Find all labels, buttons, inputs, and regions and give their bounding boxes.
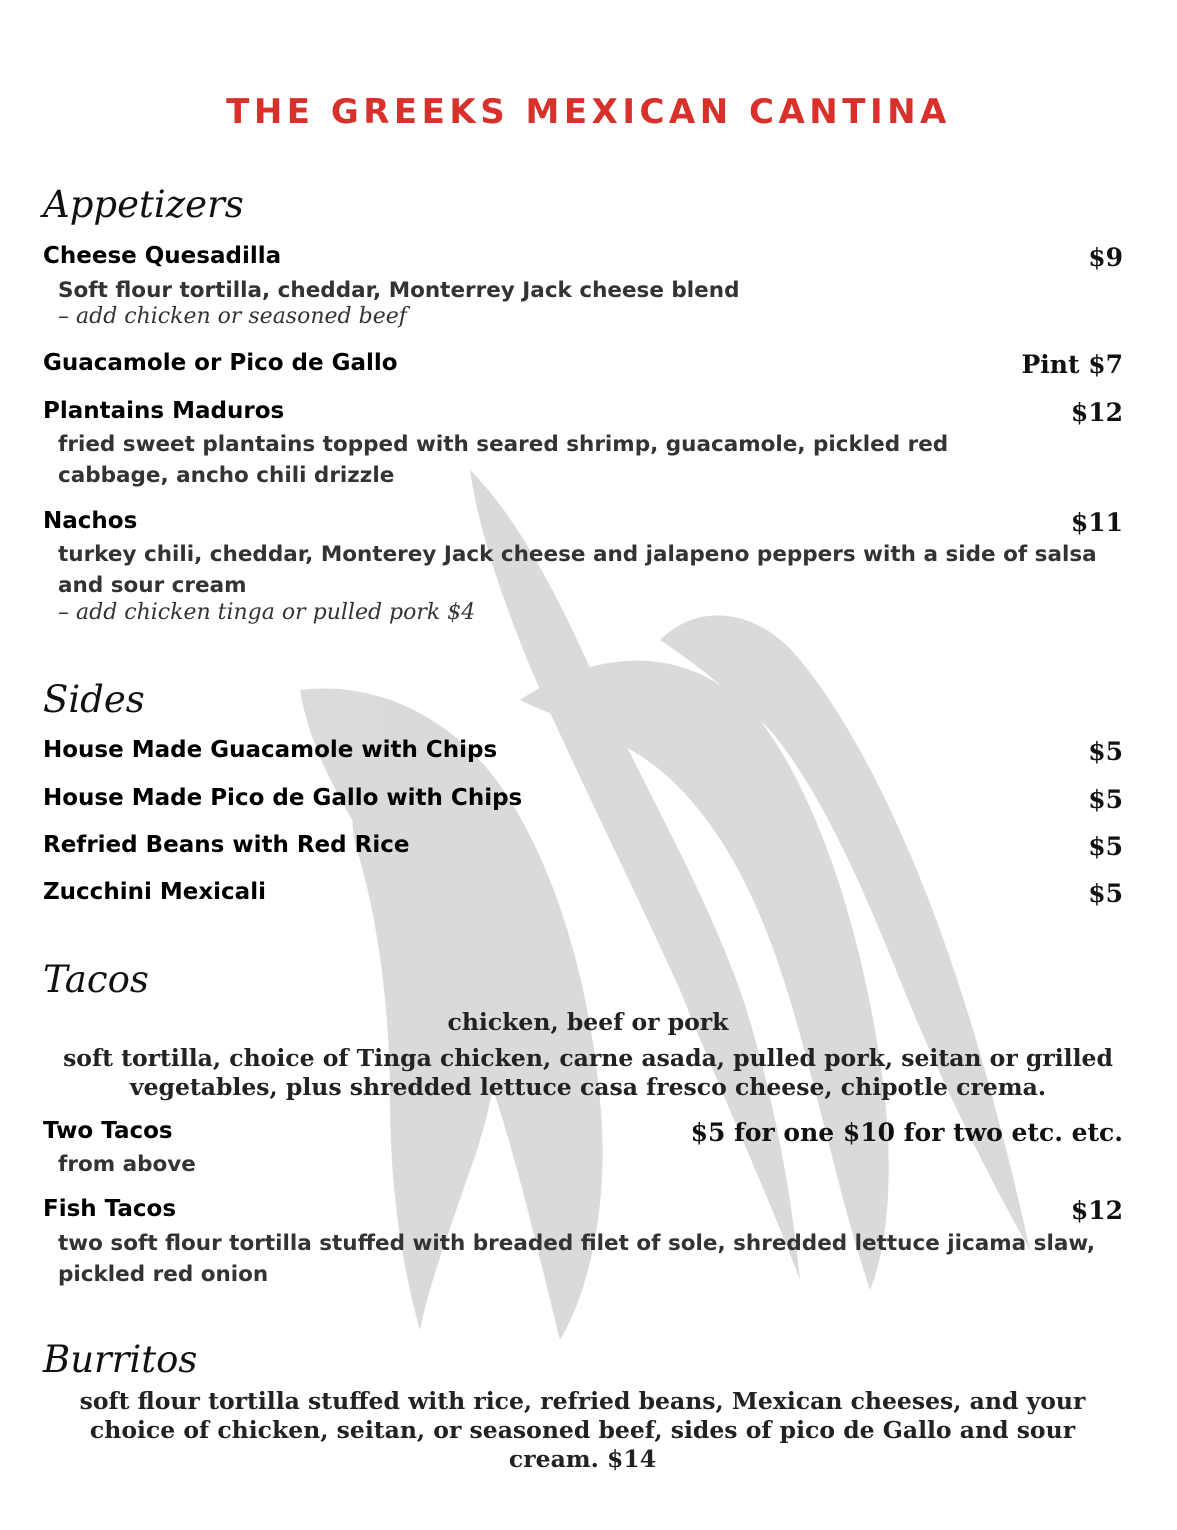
item-name: Zucchini Mexicali (43, 879, 266, 905)
menu-item-guacamole-pico (43, 350, 1123, 380)
item-price: $11 (1070, 508, 1123, 537)
item-description: fried sweet plantains topped with seared shrimp, guacamole, pickled red cabbage, ancho chili drizzle (58, 432, 949, 488)
item-name: Cheese Quesadilla (43, 243, 282, 269)
item-price: $5 (1088, 879, 1123, 908)
item-addon: – add chicken or seasoned beef (58, 304, 407, 329)
restaurant-title: THE GREEKS MEXICAN CANTINA (226, 92, 951, 132)
item-name: Plantains Maduros (43, 398, 285, 424)
menu-item-fish-tacos (43, 1196, 1123, 1226)
tacos-subtitle: chicken, beef or pork (447, 1008, 729, 1036)
section-heading-sides: Sides (43, 678, 145, 721)
menu-item-nachos (43, 508, 1123, 538)
menu-item-side (43, 879, 1123, 909)
item-price: $9 (1088, 243, 1123, 272)
menu-item-side (43, 785, 1123, 815)
burritos-description: soft flour tortilla stuffed with rice, refried beans, Mexican cheeses, and your choice of chicken, seitan, or seasoned beef, sides of pico de Gallo and sour cream. $14 (79, 1387, 1086, 1473)
section-heading-tacos: Tacos (43, 958, 149, 1001)
item-name: Nachos (43, 508, 138, 534)
menu-item-cheese-quesadilla (43, 243, 1123, 273)
item-price: Pint $7 (1021, 350, 1123, 379)
item-name: Guacamole or Pico de Gallo (43, 350, 398, 376)
menu-item-side (43, 832, 1123, 862)
menu-item-plantains-maduros (43, 398, 1123, 428)
item-description: turkey chili, cheddar, Monterey Jack cheese and jalapeno peppers with a side of salsa and sour cream (58, 542, 1097, 598)
item-name: Two Tacos (43, 1118, 173, 1144)
item-price: $5 (1088, 832, 1123, 861)
item-name: Refried Beans with Red Rice (43, 832, 410, 858)
tacos-intro: soft tortilla, choice of Tinga chicken, carne asada, pulled pork, seitan or grilled vegetables, plus shredded lettuce casa fresco cheese, chipotle crema. (63, 1044, 1113, 1101)
item-name: House Made Pico de Gallo with Chips (43, 785, 523, 811)
menu-item-two-tacos (43, 1118, 1123, 1148)
item-description: Soft flour tortilla, cheddar, Monterrey Jack cheese blend (58, 278, 740, 303)
menu-item-side (43, 737, 1123, 767)
item-description: from above (58, 1152, 196, 1177)
item-description: two soft flour tortilla stuffed with breaded filet of sole, shredded lettuce jicama slaw, pickled red onion (58, 1231, 1095, 1287)
item-price: $5 (1088, 737, 1123, 766)
item-price: $5 (1088, 785, 1123, 814)
item-price: $12 (1070, 1196, 1123, 1225)
section-heading-appetizers: Appetizers (43, 183, 244, 226)
item-price: $12 (1070, 398, 1123, 427)
section-heading-burritos: Burritos (43, 1338, 198, 1381)
item-name: House Made Guacamole with Chips (43, 737, 498, 763)
item-addon: – add chicken tinga or pulled pork $4 (58, 600, 476, 625)
item-name: Fish Tacos (43, 1196, 177, 1222)
item-price: $5 for one $10 for two etc. etc. (690, 1118, 1123, 1147)
